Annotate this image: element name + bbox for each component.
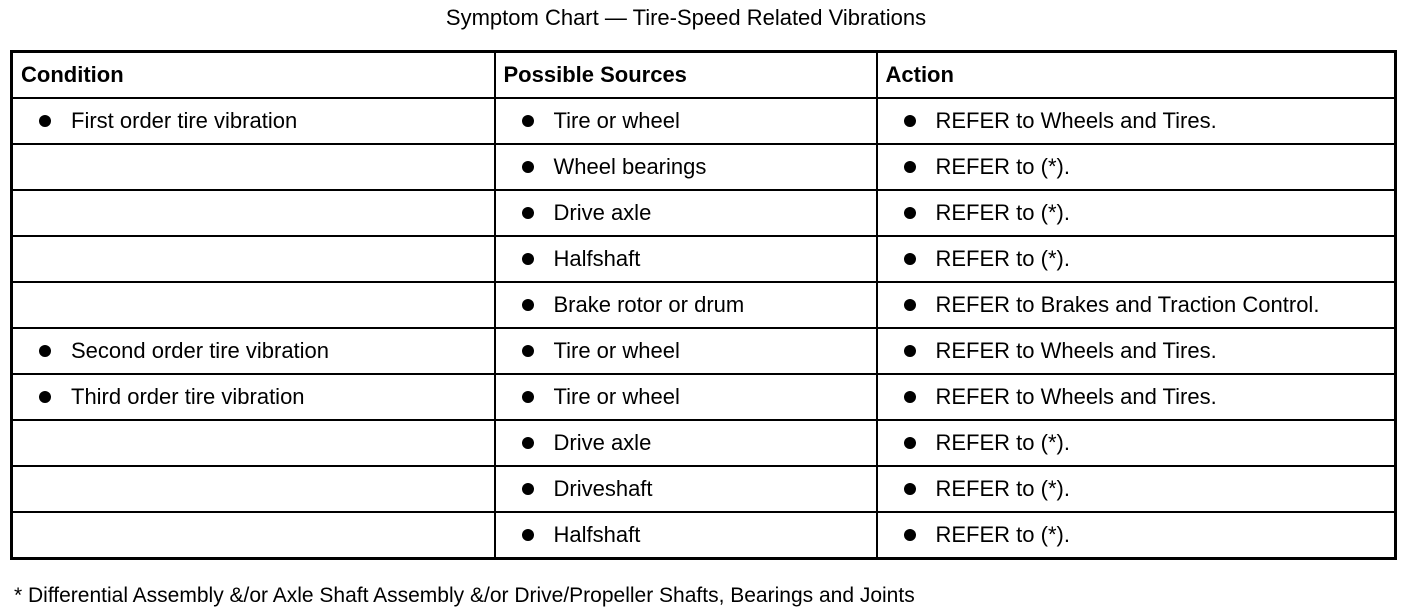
action-cell <box>877 328 1396 374</box>
condition-cell <box>12 466 495 512</box>
condition-cell <box>12 420 495 466</box>
table-row <box>12 328 1396 374</box>
bullet-icon <box>522 299 534 311</box>
symptom-table <box>10 50 1397 560</box>
bullet-icon <box>522 161 534 173</box>
condition-text: First order tire vibration <box>71 108 298 133</box>
source-cell <box>495 144 877 190</box>
bullet-icon <box>39 115 51 127</box>
bullet-icon <box>904 345 916 357</box>
chart-title: Symptom Chart — Tire-Speed Related Vibrations <box>445 5 927 30</box>
header-condition: Condition <box>12 52 495 99</box>
bullet-item <box>13 329 494 373</box>
source-text: Tire or wheel <box>553 384 680 409</box>
condition-cell <box>12 236 495 282</box>
table-body <box>12 98 1396 559</box>
table-row <box>12 144 1396 190</box>
header-row <box>12 52 1396 99</box>
bullet-icon <box>522 115 534 127</box>
action-text: REFER to (*). <box>935 522 1070 547</box>
bullet-icon <box>522 207 534 219</box>
bullet-item <box>496 421 876 465</box>
bullet-item <box>878 191 1395 235</box>
condition-cell <box>12 144 495 190</box>
source-text: Brake rotor or drum <box>553 292 745 317</box>
bullet-icon <box>39 345 51 357</box>
condition-cell <box>12 282 495 328</box>
action-text: REFER to Brakes and Traction Control. <box>935 292 1320 317</box>
source-cell <box>495 282 877 328</box>
source-text: Tire or wheel <box>553 338 680 363</box>
table-row <box>12 282 1396 328</box>
bullet-item <box>496 99 876 143</box>
source-text: Wheel bearings <box>553 154 707 179</box>
bullet-item <box>878 283 1395 327</box>
table-row <box>12 374 1396 420</box>
condition-cell <box>12 98 495 144</box>
bullet-item <box>878 467 1395 511</box>
action-cell <box>877 144 1396 190</box>
source-text: Drive axle <box>553 430 652 455</box>
source-cell <box>495 512 877 559</box>
bullet-item <box>13 99 494 143</box>
condition-text: Second order tire vibration <box>71 338 330 363</box>
action-cell <box>877 282 1396 328</box>
action-text: REFER to (*). <box>935 154 1070 179</box>
bullet-icon <box>522 345 534 357</box>
source-cell <box>495 98 877 144</box>
bullet-icon <box>904 483 916 495</box>
table-row <box>12 512 1396 559</box>
action-cell <box>877 374 1396 420</box>
condition-cell <box>12 190 495 236</box>
bullet-item <box>878 237 1395 281</box>
bullet-icon <box>522 391 534 403</box>
bullet-item <box>878 329 1395 373</box>
source-cell <box>495 328 877 374</box>
action-text: REFER to Wheels and Tires. <box>935 108 1217 133</box>
bullet-item <box>496 191 876 235</box>
action-cell <box>877 420 1396 466</box>
action-text: REFER to (*). <box>935 476 1070 501</box>
bullet-icon <box>904 253 916 265</box>
bullet-icon <box>522 529 534 541</box>
source-cell <box>495 190 877 236</box>
bullet-item <box>496 329 876 373</box>
action-text: REFER to (*). <box>935 246 1070 271</box>
action-cell <box>877 98 1396 144</box>
header-action: Action <box>877 52 1396 99</box>
bullet-icon <box>522 483 534 495</box>
symptom-table-container <box>10 50 1397 560</box>
condition-cell <box>12 328 495 374</box>
action-text: REFER to Wheels and Tires. <box>935 338 1217 363</box>
bullet-item <box>878 513 1395 557</box>
source-text: Tire or wheel <box>553 108 680 133</box>
bullet-item <box>878 145 1395 189</box>
bullet-icon <box>39 391 51 403</box>
source-text: Driveshaft <box>553 476 653 501</box>
bullet-item <box>13 375 494 419</box>
source-cell <box>495 374 877 420</box>
table-row <box>12 420 1396 466</box>
bullet-item <box>496 513 876 557</box>
source-cell <box>495 236 877 282</box>
action-text: REFER to (*). <box>935 430 1070 455</box>
action-text: REFER to Wheels and Tires. <box>935 384 1217 409</box>
bullet-icon <box>522 437 534 449</box>
bullet-icon <box>904 161 916 173</box>
bullet-icon <box>522 253 534 265</box>
condition-cell <box>12 512 495 559</box>
source-text: Halfshaft <box>553 246 641 271</box>
action-cell <box>877 466 1396 512</box>
footnote: * Differential Assembly &/or Axle Shaft Assembly &/or Drive/Propeller Shafts, Bearings and Joints <box>14 584 915 607</box>
bullet-item <box>496 375 876 419</box>
bullet-item <box>496 145 876 189</box>
table-row <box>12 466 1396 512</box>
bullet-item <box>496 467 876 511</box>
bullet-icon <box>904 529 916 541</box>
header-possible-sources: Possible Sources <box>495 52 877 99</box>
bullet-item <box>496 283 876 327</box>
table-row <box>12 236 1396 282</box>
table-row <box>12 98 1396 144</box>
action-cell <box>877 190 1396 236</box>
source-text: Drive axle <box>553 200 652 225</box>
bullet-icon <box>904 207 916 219</box>
bullet-icon <box>904 437 916 449</box>
source-cell <box>495 420 877 466</box>
bullet-icon <box>904 299 916 311</box>
bullet-item <box>878 99 1395 143</box>
condition-text: Third order tire vibration <box>71 384 305 409</box>
bullet-item <box>878 421 1395 465</box>
source-cell <box>495 466 877 512</box>
action-cell <box>877 512 1396 559</box>
table-row <box>12 190 1396 236</box>
source-text: Halfshaft <box>553 522 641 547</box>
bullet-item <box>878 375 1395 419</box>
bullet-icon <box>904 391 916 403</box>
condition-cell <box>12 374 495 420</box>
action-cell <box>877 236 1396 282</box>
bullet-item <box>496 237 876 281</box>
action-text: REFER to (*). <box>935 200 1070 225</box>
bullet-icon <box>904 115 916 127</box>
